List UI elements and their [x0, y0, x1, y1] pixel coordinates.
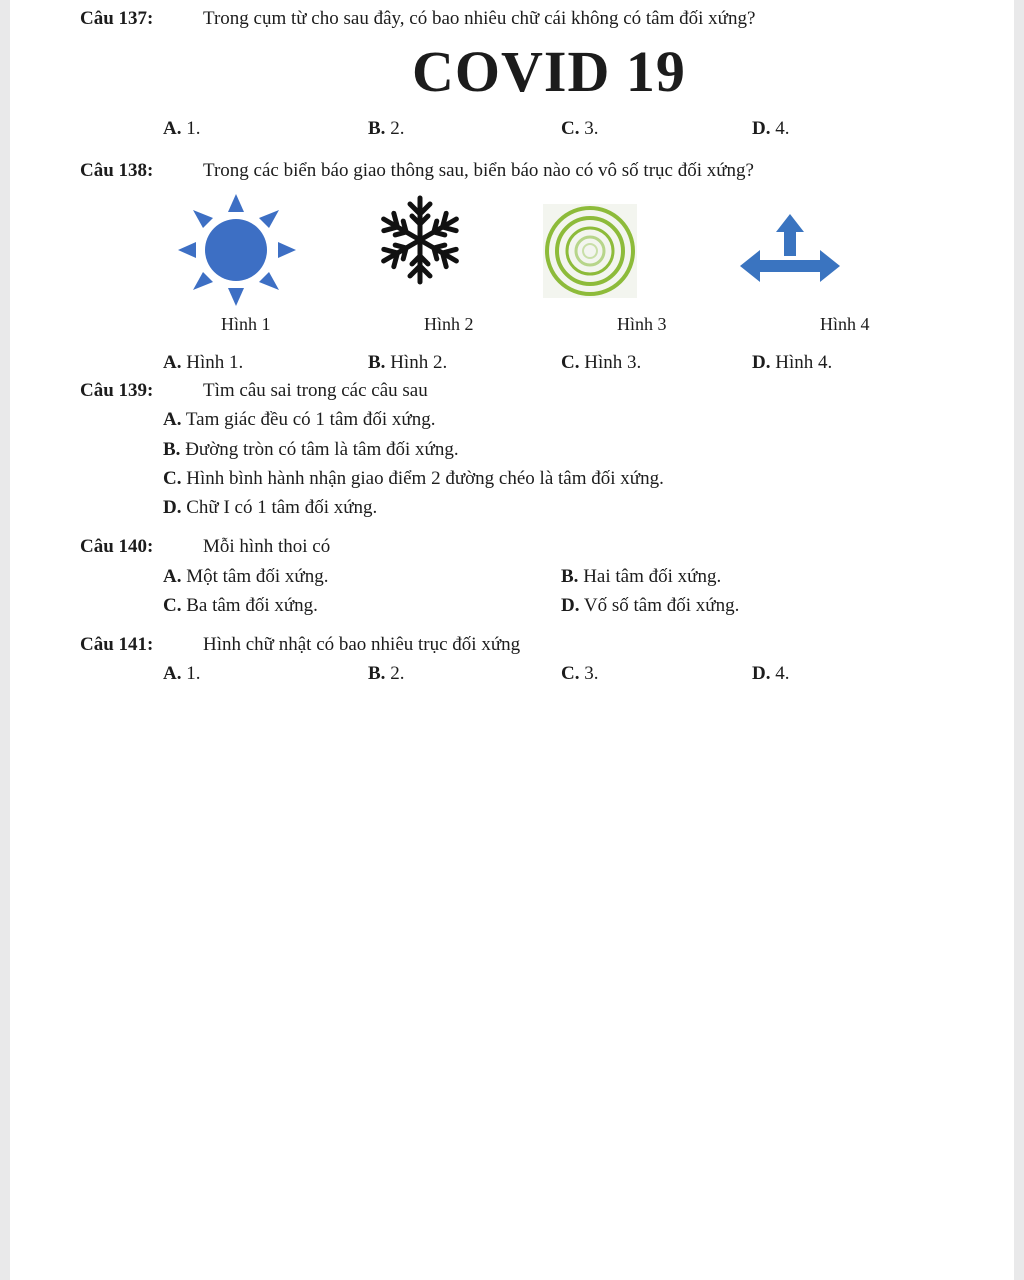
figure-caption: Hình 3 [617, 314, 667, 334]
option-d[interactable]: D. Vố số tâm đối xứng. [561, 595, 740, 616]
option-b[interactable]: B. Hai tâm đối xứng. [561, 566, 722, 587]
worksheet-page [10, 0, 1014, 1280]
option-c[interactable]: C. Hình 3. [561, 352, 642, 373]
question-141 [80, 634, 153, 656]
option-a[interactable]: A. Một tâm đối xứng. [163, 566, 329, 587]
option-c[interactable]: C. Ba tâm đối xứng. [163, 595, 318, 616]
question-138-text: Trong các biển báo giao thông sau, biển báo nào có vô số trục đối xứng? [203, 160, 754, 181]
concentric-circles-icon [543, 204, 637, 298]
three-way-arrow-icon [738, 212, 842, 292]
option-b[interactable]: B. 2. [368, 663, 405, 684]
question-137-text: Trong cụm từ cho sau đây, có bao nhiêu chữ cái không có tâm đối xứng? [203, 8, 756, 29]
figure-caption: Hình 4 [820, 314, 870, 334]
question-138 [80, 160, 153, 182]
covid-title: COVID 19 [412, 39, 686, 104]
question-140-text: Mỗi hình thoi có [203, 536, 331, 557]
question-number: Câu 141: [80, 634, 154, 655]
question-139 [80, 380, 153, 402]
option-d[interactable]: D. 4. [752, 663, 790, 684]
option-a[interactable]: A. Hình 1. [163, 352, 244, 373]
question-number: Câu 138: [80, 160, 154, 181]
question-number: Câu 140: [80, 536, 154, 557]
question-140 [80, 536, 153, 558]
question-number: Câu 139: [80, 380, 154, 401]
option-d[interactable]: D. Chữ I có 1 tâm đối xứng. [163, 497, 378, 518]
option-b[interactable]: B. Đường tròn có tâm là tâm đối xứng. [163, 439, 459, 460]
sun-icon [176, 192, 300, 312]
option-d[interactable]: D. Hình 4. [752, 352, 833, 373]
option-a[interactable]: A. Tam giác đều có 1 tâm đối xứng. [163, 409, 436, 430]
option-a[interactable]: A. 1. [163, 118, 201, 139]
option-c[interactable]: C. 3. [561, 663, 599, 684]
option-c[interactable]: C. Hình bình hành nhận giao điểm 2 đường chéo là tâm đối xứng. [163, 468, 664, 489]
figure-caption: Hình 2 [424, 314, 474, 334]
figure-caption: Hình 1 [221, 314, 271, 334]
option-a[interactable]: A. 1. [163, 663, 201, 684]
option-c[interactable]: C. 3. [561, 118, 599, 139]
snowflake-icon [374, 194, 466, 286]
option-b[interactable]: B. 2. [368, 118, 405, 139]
question-139-text: Tìm câu sai trong các câu sau [203, 380, 428, 401]
question-137 [80, 8, 153, 30]
question-141-text: Hình chữ nhật có bao nhiêu trục đối xứng [203, 634, 521, 655]
question-number: Câu 137: [80, 8, 154, 29]
option-d[interactable]: D. 4. [752, 118, 790, 139]
option-b[interactable]: B. Hình 2. [368, 352, 448, 373]
